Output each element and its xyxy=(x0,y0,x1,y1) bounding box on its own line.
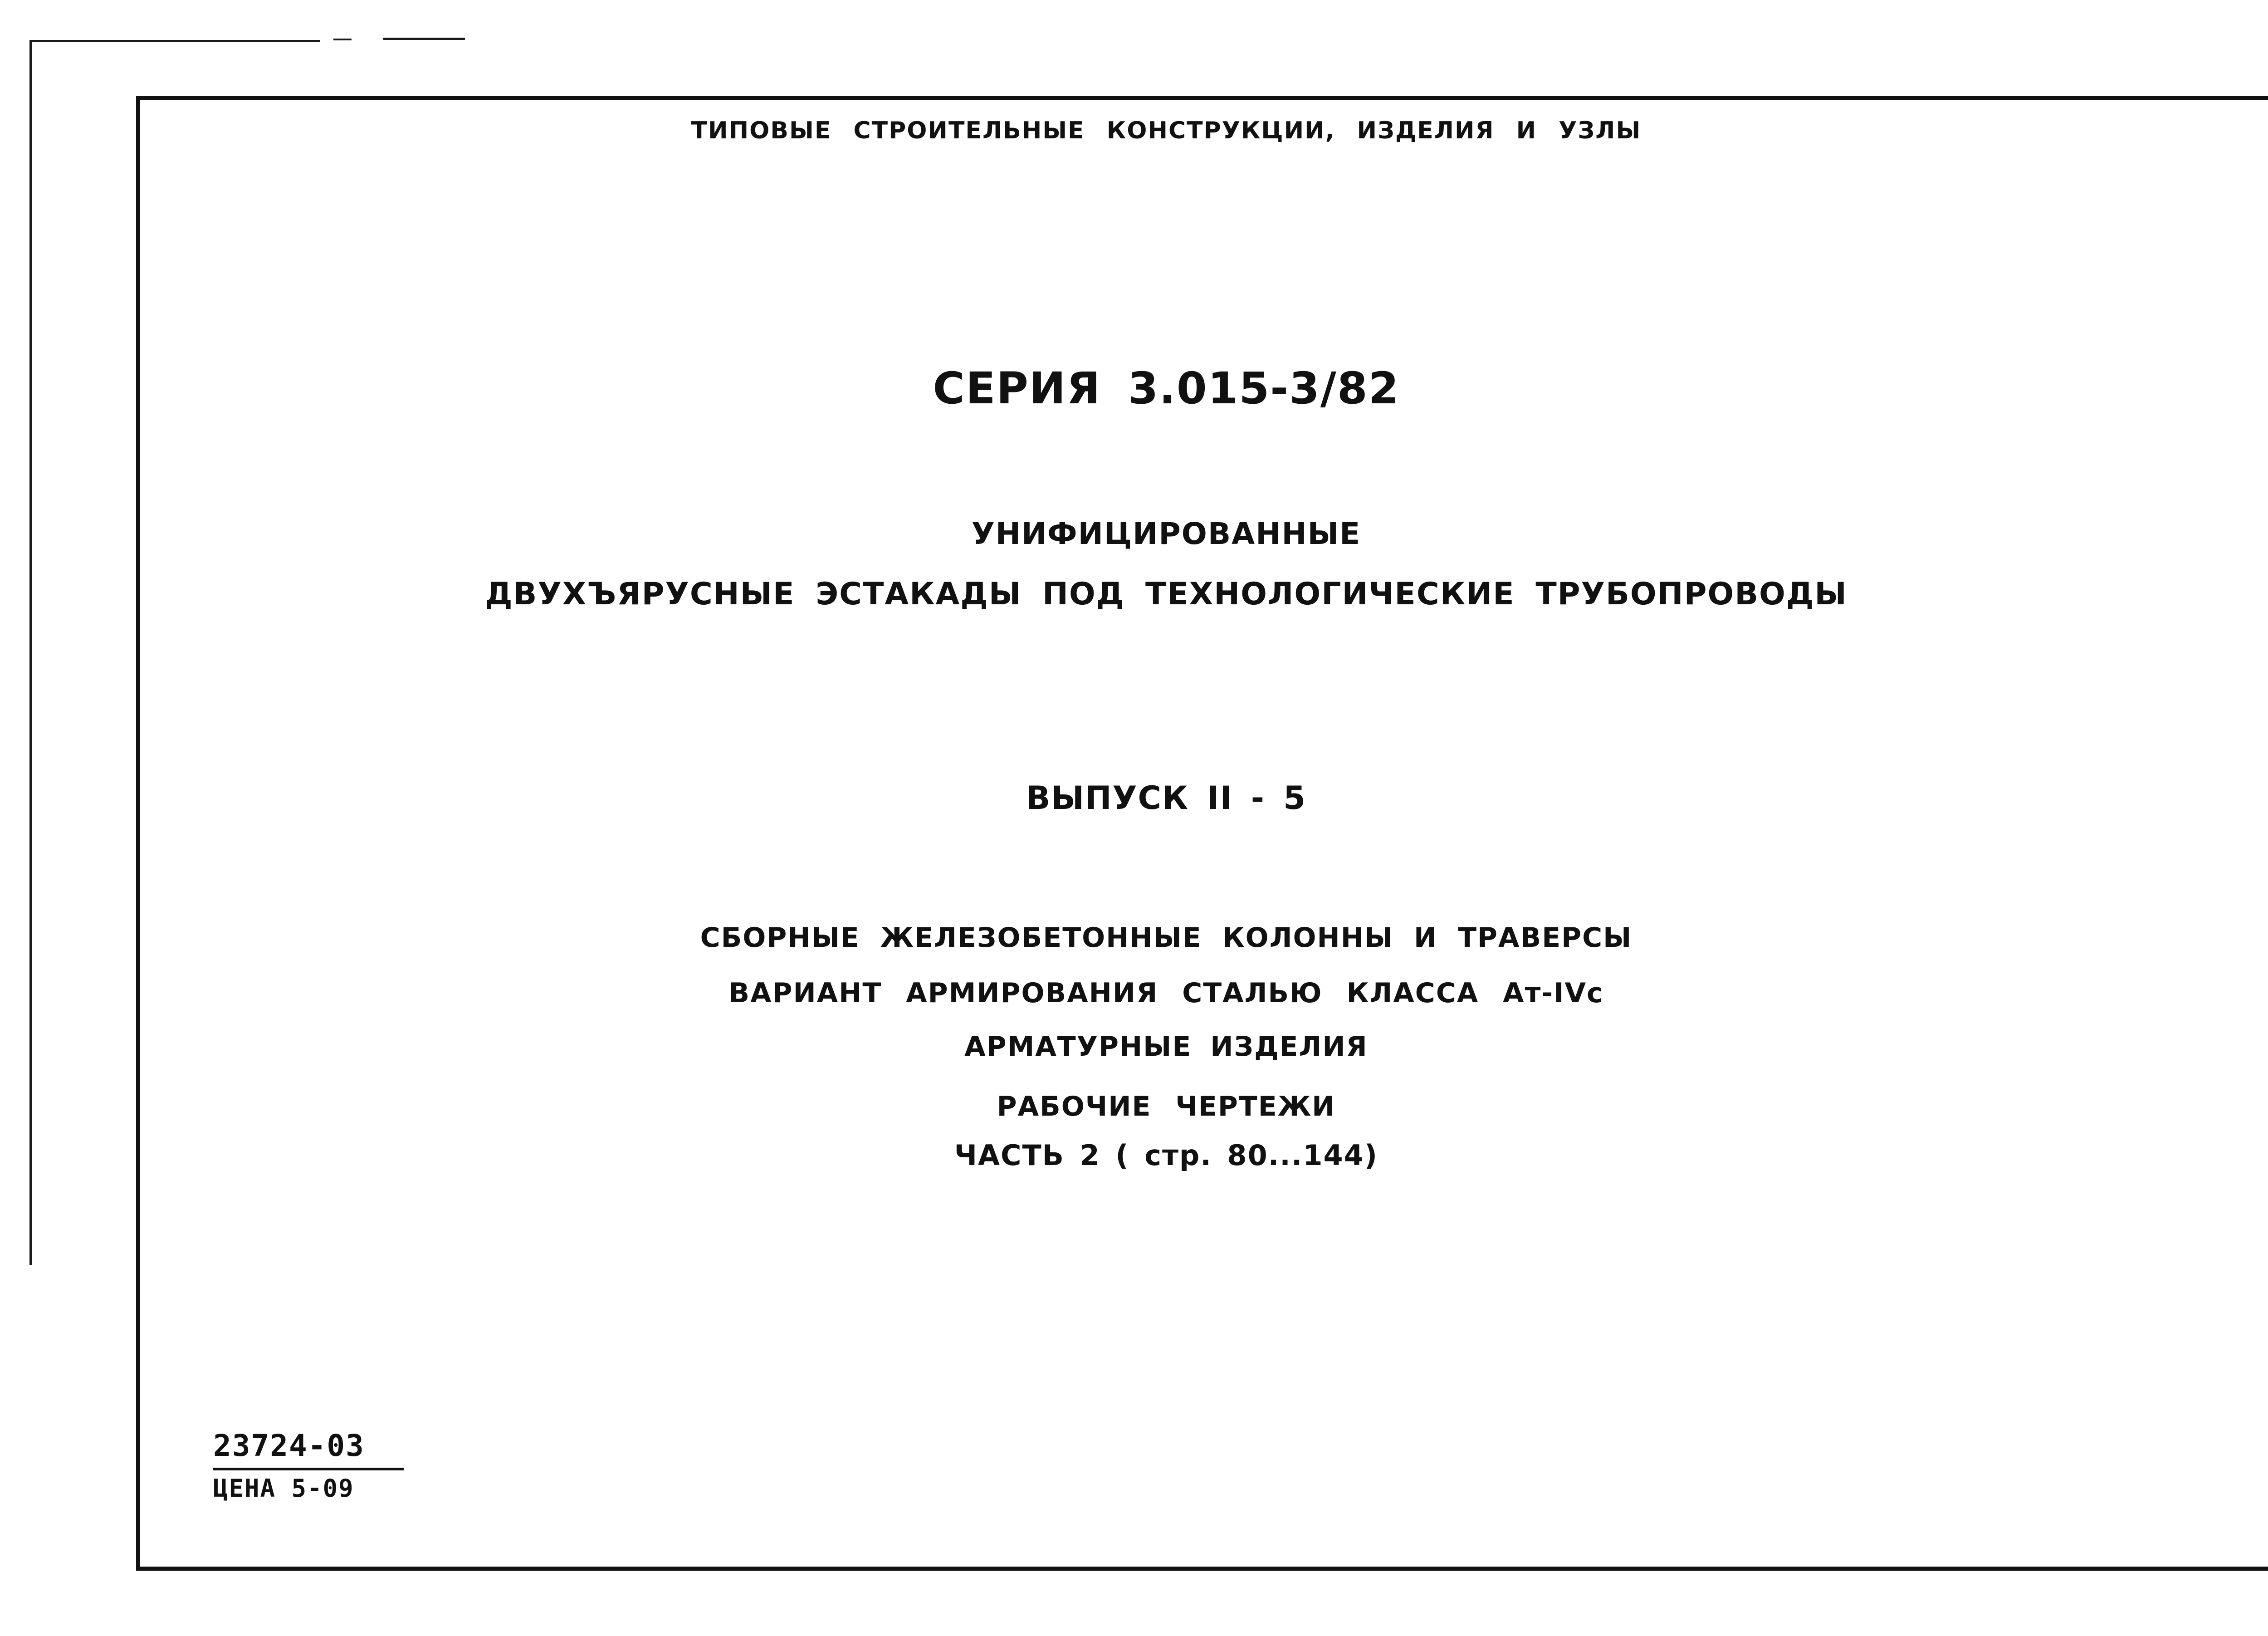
document-header: ТИПОВЫЕ СТРОИТЕЛЬНЫЕ КОНСТРУКЦИИ, ИЗДЕЛИЯ И УЗЛЫ xyxy=(691,117,1642,144)
scan-edge-left xyxy=(29,40,32,1265)
catalog-stamp xyxy=(213,1427,404,1507)
issue-number: ВЫПУСК II - 5 xyxy=(1026,779,1306,817)
part-info: ЧАСТЬ 2 ( стр. 80...144) xyxy=(954,1139,1378,1172)
description-line-4: РАБОЧИЕ ЧЕРТЕЖИ xyxy=(997,1091,1336,1122)
description-line-2: ВАРИАНТ АРМИРОВАНИЯ СТАЛЬЮ КЛАССА Ат-IVс xyxy=(728,977,1604,1009)
scan-edge-top xyxy=(29,40,320,42)
subtitle-line-2: ДВУХЪЯРУСНЫЕ ЭСТАКАДЫ ПОД ТЕХНОЛОГИЧЕСКИЕ ТРУБОПРОВОДЫ xyxy=(485,576,1848,612)
description-line-3: АРМАТУРНЫЕ ИЗДЕЛИЯ xyxy=(964,1031,1368,1063)
price-label: ЦЕНА 5-09 xyxy=(213,1474,354,1503)
drawing-frame xyxy=(136,96,2268,1571)
description-line-1: СБОРНЫЕ ЖЕЛЕЗОБЕТОННЫЕ КОЛОННЫ И ТРАВЕРСЫ xyxy=(700,922,1633,954)
subtitle-line-1: УНИФИЦИРОВАННЫЕ xyxy=(971,516,1361,551)
scan-edge-top-fragment xyxy=(333,39,352,40)
series-title: СЕРИЯ 3.015-3/82 xyxy=(933,363,1400,414)
catalog-number: 23724-03 xyxy=(213,1427,404,1470)
scan-edge-top-fragment-2 xyxy=(383,38,465,40)
